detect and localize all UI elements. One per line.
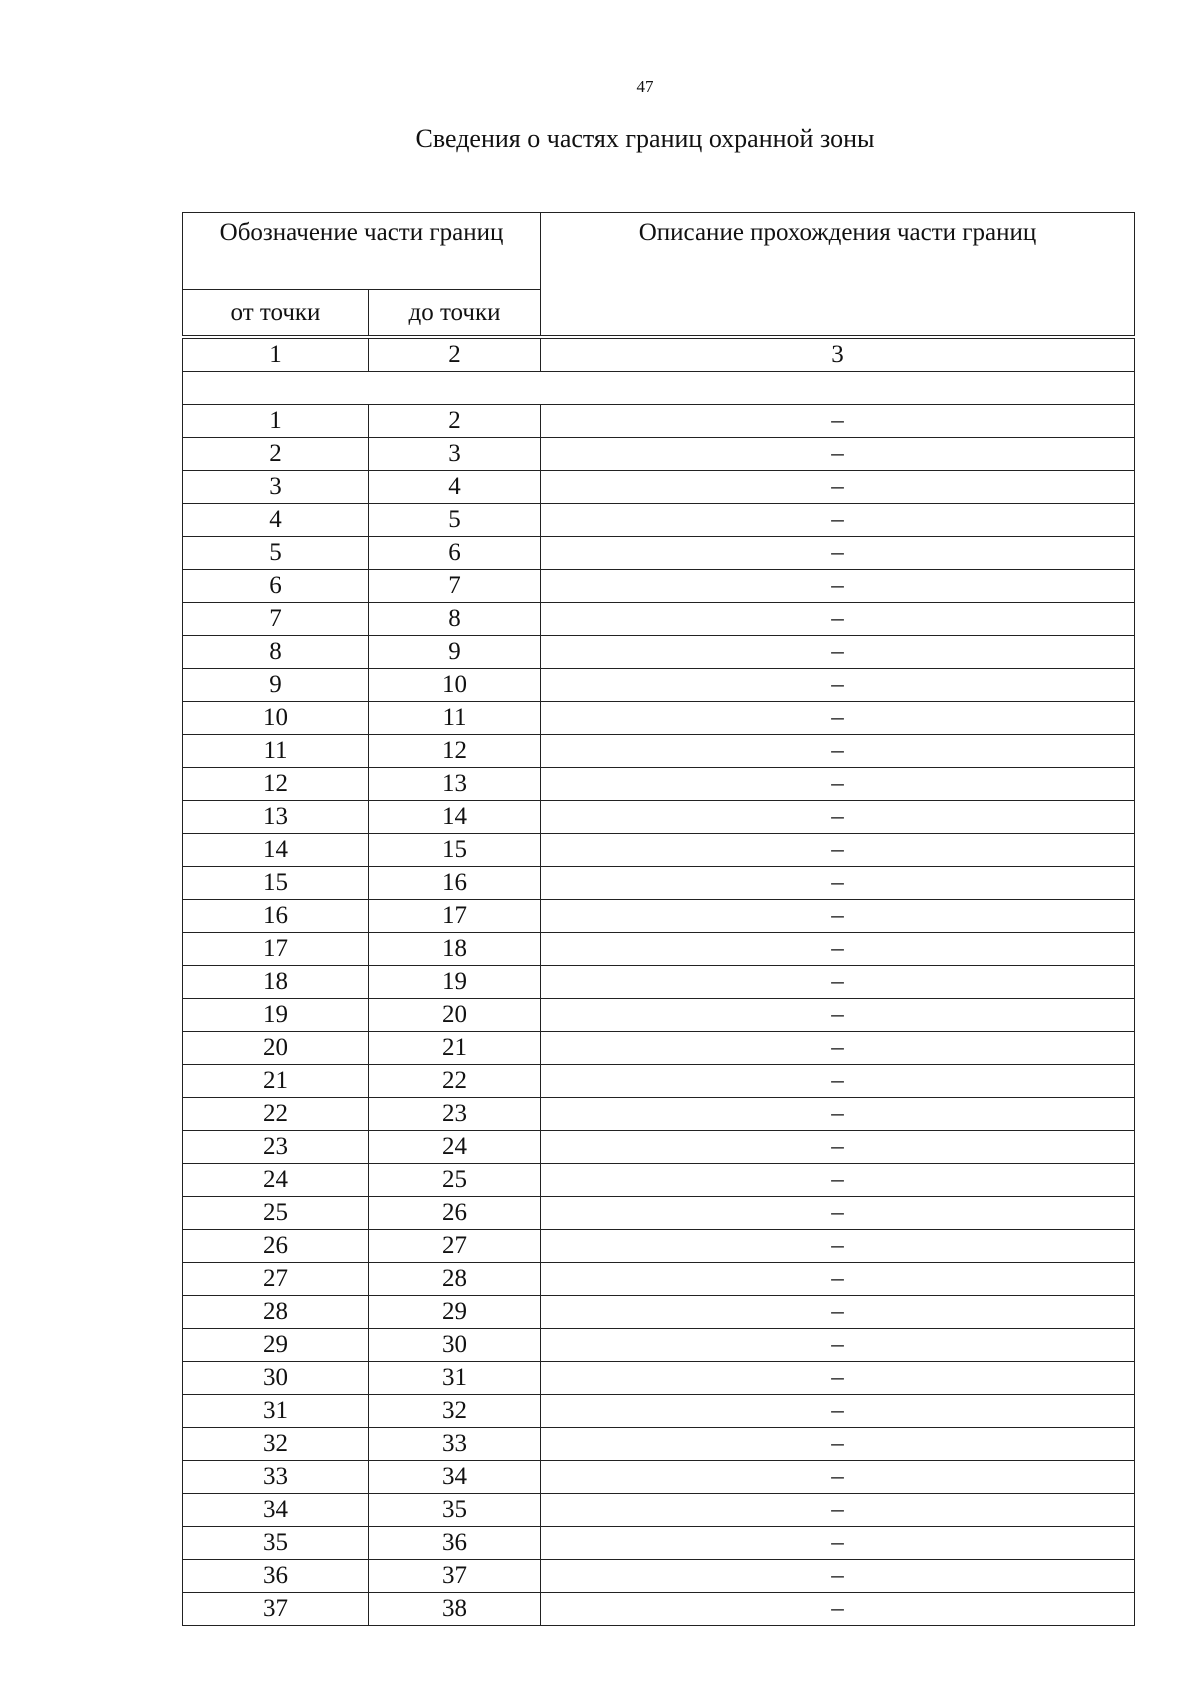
from-point-cell: 20 — [183, 1032, 369, 1065]
header-row — [183, 213, 1135, 290]
table-row — [183, 933, 1135, 966]
to-point-cell: 14 — [369, 801, 541, 834]
table-row — [183, 1362, 1135, 1395]
from-point-cell: 34 — [183, 1494, 369, 1527]
table-row — [183, 471, 1135, 504]
description-cell: – — [541, 1593, 1135, 1626]
from-point-cell: 23 — [183, 1131, 369, 1164]
to-point-cell: 28 — [369, 1263, 541, 1296]
from-point-cell: 13 — [183, 801, 369, 834]
to-point-cell: 15 — [369, 834, 541, 867]
table-row — [183, 537, 1135, 570]
to-point-cell: 23 — [369, 1098, 541, 1131]
table-row — [183, 999, 1135, 1032]
to-point-cell: 4 — [369, 471, 541, 504]
to-point-cell: 6 — [369, 537, 541, 570]
from-point-cell: 24 — [183, 1164, 369, 1197]
from-point-cell: 4 — [183, 504, 369, 537]
page-number: 47 — [636, 77, 654, 96]
description-cell: – — [541, 1131, 1135, 1164]
to-point-cell: 38 — [369, 1593, 541, 1626]
to-point-cell: 32 — [369, 1395, 541, 1428]
description-cell: – — [541, 603, 1135, 636]
to-point-cell: 7 — [369, 570, 541, 603]
from-point-cell: 14 — [183, 834, 369, 867]
document-title: Сведения о частях границ охранной зоны — [415, 124, 875, 153]
description-cell: – — [541, 471, 1135, 504]
table-row — [183, 1329, 1135, 1362]
boundary-parts-table — [182, 212, 1135, 1626]
section-row — [183, 372, 1135, 405]
to-point-cell: 8 — [369, 603, 541, 636]
from-point-cell: 18 — [183, 966, 369, 999]
description-cell: – — [541, 834, 1135, 867]
from-point-cell: 35 — [183, 1527, 369, 1560]
description-cell: – — [541, 1362, 1135, 1395]
to-point-cell: 34 — [369, 1461, 541, 1494]
from-point-cell: 21 — [183, 1065, 369, 1098]
header-description: Описание прохождения части границ — [541, 213, 1135, 336]
from-point-cell: 7 — [183, 603, 369, 636]
from-point-cell: 12 — [183, 768, 369, 801]
to-point-cell: 3 — [369, 438, 541, 471]
to-point-cell: 33 — [369, 1428, 541, 1461]
table-row — [183, 1560, 1135, 1593]
description-cell: – — [541, 1065, 1135, 1098]
from-point-cell: 26 — [183, 1230, 369, 1263]
from-point-cell: 28 — [183, 1296, 369, 1329]
header-from-point: от точки — [183, 290, 369, 336]
to-point-cell: 24 — [369, 1131, 541, 1164]
to-point-cell: 11 — [369, 702, 541, 735]
table-row — [183, 702, 1135, 735]
table-row — [183, 405, 1135, 438]
column-number: 2 — [369, 339, 541, 372]
description-cell: – — [541, 1395, 1135, 1428]
from-point-cell: 29 — [183, 1329, 369, 1362]
description-cell: – — [541, 1428, 1135, 1461]
table-row — [183, 1230, 1135, 1263]
header-to-point: до точки — [369, 290, 541, 336]
from-point-cell: 30 — [183, 1362, 369, 1395]
description-cell: – — [541, 1197, 1135, 1230]
table-row — [183, 504, 1135, 537]
to-point-cell: 2 — [369, 405, 541, 438]
description-cell: – — [541, 570, 1135, 603]
from-point-cell: 31 — [183, 1395, 369, 1428]
to-point-cell: 18 — [369, 933, 541, 966]
table-row — [183, 1065, 1135, 1098]
description-cell: – — [541, 966, 1135, 999]
description-cell: – — [541, 1263, 1135, 1296]
from-point-cell: 32 — [183, 1428, 369, 1461]
table-row — [183, 636, 1135, 669]
table-row — [183, 1032, 1135, 1065]
from-point-cell: 5 — [183, 537, 369, 570]
description-cell: – — [541, 405, 1135, 438]
from-point-cell: 19 — [183, 999, 369, 1032]
table-row — [183, 438, 1135, 471]
table-row — [183, 570, 1135, 603]
from-point-cell: 9 — [183, 669, 369, 702]
table-row — [183, 966, 1135, 999]
to-point-cell: 21 — [369, 1032, 541, 1065]
to-point-cell: 20 — [369, 999, 541, 1032]
description-cell: – — [541, 735, 1135, 768]
description-cell: – — [541, 702, 1135, 735]
table-row — [183, 1593, 1135, 1626]
from-point-cell: 3 — [183, 471, 369, 504]
to-point-cell: 17 — [369, 900, 541, 933]
to-point-cell: 12 — [369, 735, 541, 768]
from-point-cell: 37 — [183, 1593, 369, 1626]
description-cell: – — [541, 504, 1135, 537]
table-row — [183, 768, 1135, 801]
column-number-row — [183, 339, 1135, 372]
table-row — [183, 1494, 1135, 1527]
description-cell: – — [541, 1032, 1135, 1065]
table-row — [183, 1395, 1135, 1428]
description-cell: – — [541, 1296, 1135, 1329]
table-row — [183, 900, 1135, 933]
from-point-cell: 15 — [183, 867, 369, 900]
table-row — [183, 1164, 1135, 1197]
table-row — [183, 1461, 1135, 1494]
table-row — [183, 1098, 1135, 1131]
description-cell: – — [541, 1494, 1135, 1527]
table-row — [183, 1197, 1135, 1230]
table-row — [183, 735, 1135, 768]
table-row — [183, 603, 1135, 636]
table-row — [183, 1428, 1135, 1461]
from-point-cell: 8 — [183, 636, 369, 669]
to-point-cell: 10 — [369, 669, 541, 702]
section-label — [183, 372, 1135, 405]
to-point-cell: 31 — [369, 1362, 541, 1395]
header-boundary-designation: Обозначение части границ — [183, 213, 541, 290]
description-cell: – — [541, 1461, 1135, 1494]
from-point-cell: 10 — [183, 702, 369, 735]
from-point-cell: 36 — [183, 1560, 369, 1593]
to-point-cell: 22 — [369, 1065, 541, 1098]
table-row — [183, 1527, 1135, 1560]
table-row — [183, 1263, 1135, 1296]
to-point-cell: 36 — [369, 1527, 541, 1560]
to-point-cell: 37 — [369, 1560, 541, 1593]
from-point-cell: 1 — [183, 405, 369, 438]
description-cell: – — [541, 1329, 1135, 1362]
column-number: 1 — [183, 339, 369, 372]
to-point-cell: 35 — [369, 1494, 541, 1527]
from-point-cell: 22 — [183, 1098, 369, 1131]
from-point-cell: 17 — [183, 933, 369, 966]
table-row — [183, 1131, 1135, 1164]
description-cell: – — [541, 900, 1135, 933]
to-point-cell: 26 — [369, 1197, 541, 1230]
description-cell: – — [541, 999, 1135, 1032]
to-point-cell: 29 — [369, 1296, 541, 1329]
description-cell: – — [541, 768, 1135, 801]
to-point-cell: 9 — [369, 636, 541, 669]
column-number: 3 — [541, 339, 1135, 372]
to-point-cell: 13 — [369, 768, 541, 801]
to-point-cell: 16 — [369, 867, 541, 900]
description-cell: – — [541, 438, 1135, 471]
description-cell: – — [541, 1098, 1135, 1131]
description-cell: – — [541, 933, 1135, 966]
to-point-cell: 30 — [369, 1329, 541, 1362]
description-cell: – — [541, 1230, 1135, 1263]
from-point-cell: 11 — [183, 735, 369, 768]
from-point-cell: 33 — [183, 1461, 369, 1494]
from-point-cell: 25 — [183, 1197, 369, 1230]
to-point-cell: 19 — [369, 966, 541, 999]
table-row — [183, 801, 1135, 834]
description-cell: – — [541, 537, 1135, 570]
to-point-cell: 25 — [369, 1164, 541, 1197]
table-row — [183, 1296, 1135, 1329]
table-row — [183, 867, 1135, 900]
table-row — [183, 834, 1135, 867]
to-point-cell: 27 — [369, 1230, 541, 1263]
from-point-cell: 16 — [183, 900, 369, 933]
description-cell: – — [541, 1560, 1135, 1593]
table-row — [183, 669, 1135, 702]
to-point-cell: 5 — [369, 504, 541, 537]
description-cell: – — [541, 636, 1135, 669]
description-cell: – — [541, 1527, 1135, 1560]
description-cell: – — [541, 1164, 1135, 1197]
description-cell: – — [541, 867, 1135, 900]
from-point-cell: 6 — [183, 570, 369, 603]
from-point-cell: 2 — [183, 438, 369, 471]
description-cell: – — [541, 801, 1135, 834]
description-cell: – — [541, 669, 1135, 702]
from-point-cell: 27 — [183, 1263, 369, 1296]
